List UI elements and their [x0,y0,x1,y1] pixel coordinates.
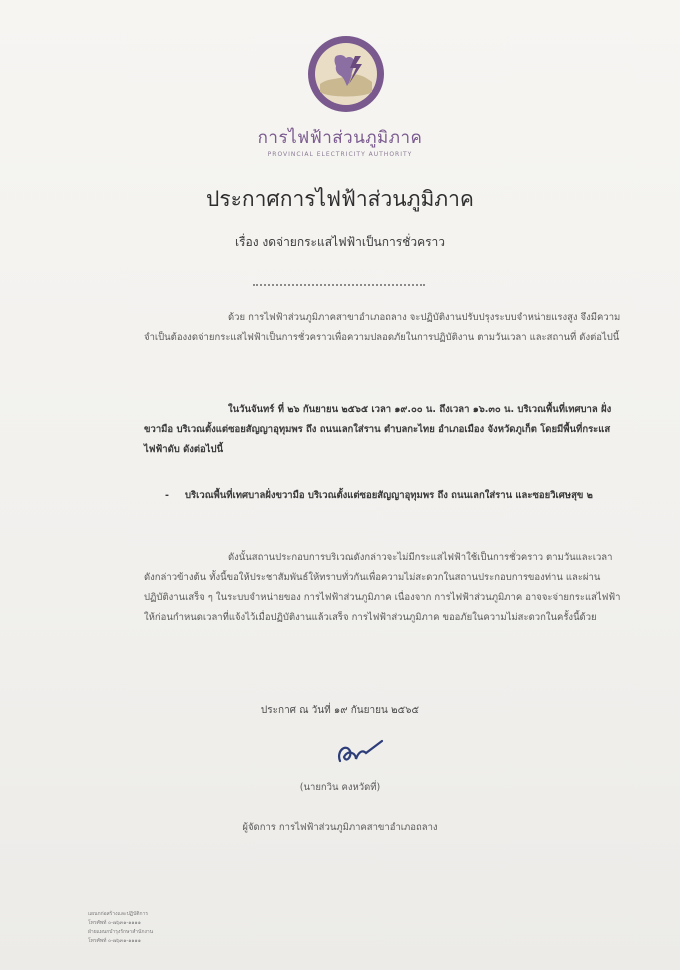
schedule-paragraph-text: ในวันจันทร์ ที่ ๒๖ กันยายน ๒๕๖๕ เวลา ๑๙.๐๐ น. ถึงเวลา ๑๖.๓๐ น. บริเวณพื้นที่เทศบาล ฝั่งขวามือ บริเวณตั้งแต่ซอยสัญญาอุทุมพร ถึง ถนนเลกใส่ราน ตำบลกะไทย อำเภอเมือง จังหวัดภูเก็ต โดยมีพื้นที่กระแสไฟฟ้าดับ ดังต่อไปนี้ [144,404,612,455]
contact-info [88,910,228,946]
intro-paragraph [144,308,623,348]
bullet-dash: - [165,490,169,501]
closing-paragraph [144,548,623,628]
issue-date: ประกาศ ณ วันที่ ๑๙ กันยายน ๒๕๖๕ [260,705,420,716]
announcement-subject: เรื่อง งดจ่ายกระแสไฟฟ้าเป็นการชั่วคราว [234,235,446,249]
schedule-paragraph [144,400,623,460]
contact-line: แผนกก่อสร้างและปฏิบัติการ [88,911,149,917]
signer-position: ผู้จัดการ การไฟฟ้าส่วนภูมิภาคสาขาอำเภอถลาง [242,822,438,833]
outage-area-text: บริเวณพื้นที่เทศบาลฝั่งขวามือ บริเวณตั้งแต่ซอยสัญญาอุทุมพร ถึง ถนนเลกใส่ราน และซอยวิเศษสุข ๒ [185,490,593,501]
dotted-separator [253,284,425,286]
pea-emblem-icon [306,34,386,114]
contact-line: โทรศัพท์ ๐-๗๖๓๑-๑๑๑๑ [88,920,141,926]
contact-line: โทรศัพท์ ๐-๗๖๓๑-๑๑๑๑ [88,938,141,944]
intro-paragraph-text: ด้วย การไฟฟ้าส่วนภูมิภาคสาขาอำเภอถลาง จะปฏิบัติงานปรับปรุงระบบจำหน่ายแรงสูง จึงมีความจำเป็นต้องงดจ่ายกระแสไฟฟ้าเป็นการชั่วคราวเพื่อความปลอดภัยในการปฏิบัติงาน ตามวันเวลา และสถานที่ ดังต่อไปนี้ [144,312,621,343]
organization-name-english: PROVINCIAL ELECTRICITY AUTHORITY [267,151,413,158]
signature-icon [330,733,390,773]
organization-name-thai: การไฟฟ้าส่วนภูมิภาค [257,128,423,148]
announcement-title: ประกาศการไฟฟ้าส่วนภูมิภาค [206,187,474,211]
signer-name: (นายกวิน คงหวัดที่) [299,782,381,793]
contact-line: ฝ่ายแผนกบำรุงรักษาสำนักงาน [88,929,154,935]
closing-paragraph-text: ดังนั้นสถานประกอบการบริเวณดังกล่าวจะไม่มีกระแสไฟฟ้าใช้เป็นการชั่วคราว ตามวันและเวลาดังกล่าวข้างต้น ทั้งนี้ขอให้ประชาสัมพันธ์ให้ทราบทั่วกันเพื่อความไม่สะดวกในสถานประกอบการของท่าน และผ่านปฏิบัติงานเสร็จ ๆ ในระบบจำหน่ายของ การไฟฟ้าส่วนภูมิภาค เนื่องจาก การไฟฟ้าส่วนภูมิภาค อาจจะจ่ายกระแสไฟฟ้าให้ก่อนกำหนดเวลาที่แจ้งไว้เมื่อปฏิบัติงานแล้วเสร็จ การไฟฟ้าส่วนภูมิภาค ขออภัยในความไม่สะดวกในครั้งนี้ด้วย [144,552,621,623]
